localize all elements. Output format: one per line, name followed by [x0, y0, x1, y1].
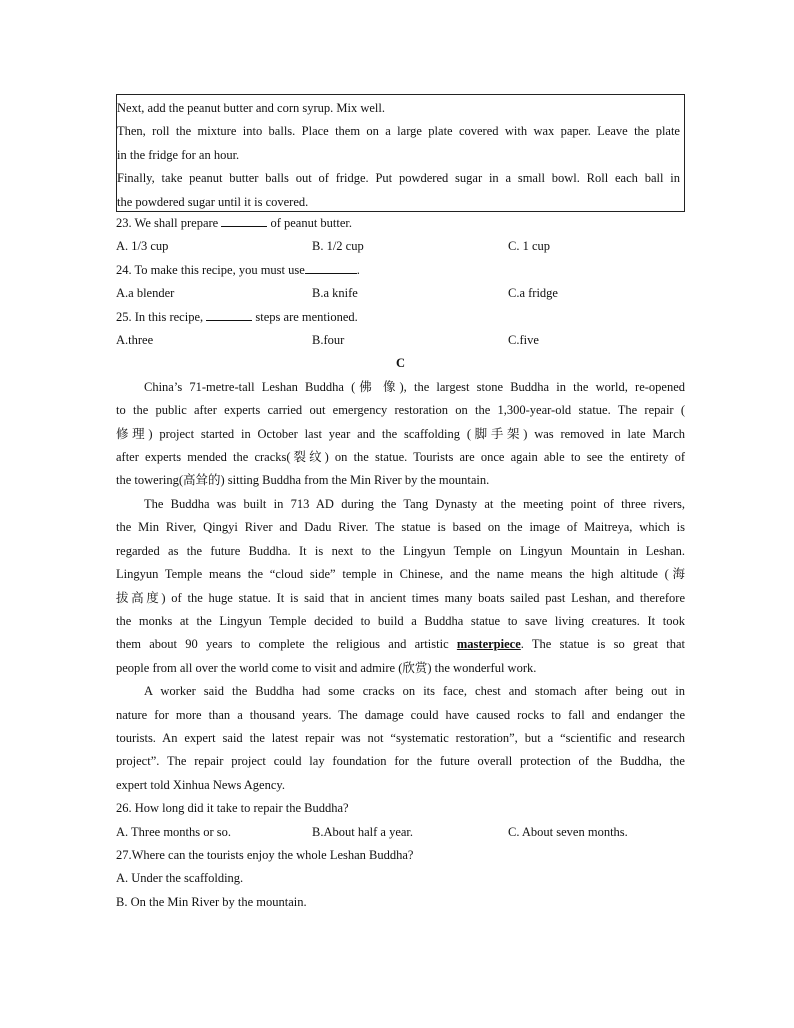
question-text: 23. We shall prepare	[116, 216, 219, 230]
paragraph-line: regarded as the future Buddha. It is next to the Lingyun Temple on Lingyun Mountain in Leshan.	[116, 543, 685, 558]
answer-blank	[221, 214, 267, 227]
paragraph-line: 拔高度) of the huge statue. It is said that in ancient times many boats sailed past Leshan, and therefore	[116, 590, 685, 605]
underlined-word: masterpiece	[456, 637, 521, 652]
options-25	[116, 329, 685, 352]
document-page	[116, 94, 685, 914]
paragraph-line: to the public after experts carried out emergency restoration on the 1,300-year-old statue. The repair (	[116, 403, 685, 418]
option-b[interactable]: B. 1/2 cup	[312, 239, 364, 254]
recipe-line: Finally, take peanut butter balls out of fridge. Put powdered sugar in a small bowl. Roll each ball in	[117, 171, 680, 186]
question-text: 25. In this recipe,	[116, 309, 204, 324]
paragraph-line: The Buddha was built in 713 AD during the Tang Dynasty at the meeting point of three rivers,	[144, 496, 685, 511]
paragraph-line: A worker said the Buddha had some cracks on its face, chest and stomach after being out in	[144, 684, 685, 699]
option-b[interactable]: B. On the Min River by the mountain.	[116, 894, 307, 909]
option-c[interactable]: C.five	[508, 333, 539, 348]
option-b[interactable]: B.About half a year.	[312, 824, 414, 839]
recipe-line: in the fridge for an hour.	[117, 147, 240, 162]
paragraph-line: nature for more than a thousand years. The damage could have caused rocks to fall and endanger the	[116, 707, 685, 722]
paragraph-line	[116, 633, 685, 656]
option-c[interactable]: C. About seven months.	[508, 824, 628, 839]
option-b[interactable]: B.a knife	[312, 286, 358, 301]
paragraph-line: 修理) project started in October last year and the scaffolding (脚手架) was removed in late March	[116, 426, 685, 441]
options-26	[116, 821, 685, 844]
recipe-line: Then, roll the mixture into balls. Place them on a large plate covered with wax paper. Leave the plate	[117, 124, 680, 139]
question-25	[116, 306, 685, 329]
paragraph-2	[116, 493, 685, 680]
section-heading: C	[395, 356, 406, 371]
options-23	[116, 235, 685, 258]
recipe-box	[116, 94, 685, 212]
option-b[interactable]: B.four	[312, 333, 345, 348]
paragraph-1	[116, 376, 685, 493]
option-a[interactable]: A. Under the scaffolding.	[116, 871, 244, 886]
question-23	[116, 212, 685, 235]
paragraph-text: . The statue is so great that	[520, 637, 685, 652]
question-text: 24. To make this recipe, you must use	[116, 262, 305, 277]
answer-blank	[206, 308, 252, 321]
option-a[interactable]: A.a blender	[116, 286, 175, 301]
question-24	[116, 259, 685, 282]
paragraph-line: project”. The repair project could lay foundation for the future overall protection of the Buddha, the	[116, 754, 685, 769]
paragraph-line: the Min River, Qingyi River and Dadu River. The statue is based on the image of Maitreya, which is	[116, 520, 685, 535]
question-text: steps are mentioned.	[255, 309, 358, 324]
recipe-line: the powdered sugar until it is covered.	[117, 194, 309, 209]
option-a[interactable]: A. 1/3 cup	[116, 239, 169, 254]
paragraph-line: people from all over the world come to visit and admire (欣赏) the wonderful work.	[116, 660, 537, 675]
paragraph-3	[116, 680, 685, 797]
option-a[interactable]: A.three	[116, 333, 154, 348]
paragraph-line: tourists. An expert said the latest repair was not “systematic restoration”, but a “scientific and research	[116, 730, 685, 745]
recipe-line: Next, add the peanut butter and corn syrup. Mix well.	[117, 101, 385, 115]
question-text: .	[356, 262, 360, 277]
option-a[interactable]: A. Three months or so.	[116, 824, 232, 839]
question-text: of peanut butter.	[270, 216, 353, 230]
question-27: 27.Where can the tourists enjoy the whole Leshan Buddha?	[116, 847, 414, 862]
option-c[interactable]: C.a fridge	[508, 286, 558, 301]
question-26: 26. How long did it take to repair the Buddha?	[116, 801, 349, 816]
paragraph-line: expert told Xinhua News Agency.	[116, 777, 285, 792]
paragraph-line: China’s 71-metre-tall Leshan Buddha (佛 像), the largest stone Buddha in the world, re-opened	[144, 379, 685, 394]
paragraph-line: the monks at the Lingyun Temple decided to build a Buddha statue to save living creatures. It took	[116, 613, 685, 628]
paragraph-text: them about 90 years to complete the religious and artistic	[116, 637, 449, 652]
paragraph-line: after experts mended the cracks(裂纹) on the statue. Tourists are once again able to see the entirety of	[116, 450, 685, 465]
paragraph-line: Lingyun Temple means the “cloud side” temple in Chinese, and the name means the high altitude (海	[116, 567, 685, 582]
options-24	[116, 282, 685, 305]
option-c[interactable]: C. 1 cup	[508, 239, 551, 254]
paragraph-line: the towering(高耸的) sitting Buddha from the Min River by the mountain.	[116, 473, 490, 488]
answer-blank	[305, 261, 357, 274]
